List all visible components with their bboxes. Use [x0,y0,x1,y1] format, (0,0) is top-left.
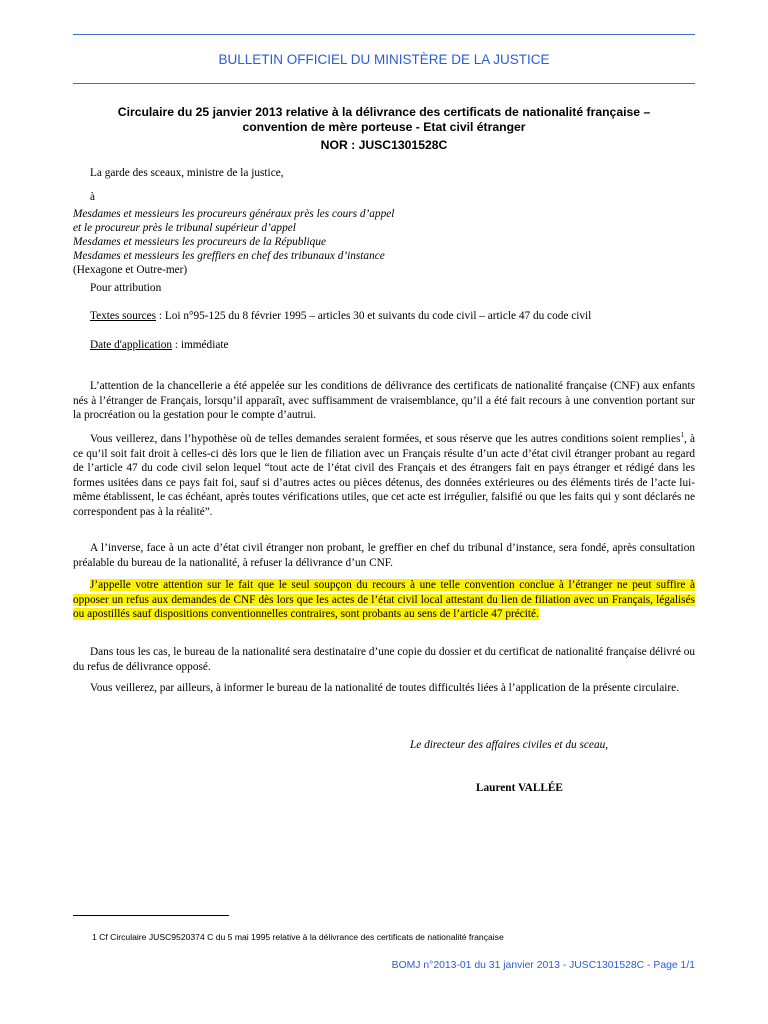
paragraph-1: L’attention de la chancellerie a été appelée sur les conditions de délivrance des certificats de nationalité française (CNF) aux enfants nés à l’étranger de Français, lorsqu’il apparaît, avec suffisamment de vraisemblance, qu’il a été fait recours à une convention portant sur la procréation ou la gestation pour le compte d’autrui. [73,380,695,422]
header-top-rule [73,34,695,35]
recipient-4: Mesdames et messieurs les greffiers en chef des tribunaux d’instance [73,250,385,262]
title-line-1: Circulaire du 25 janvier 2013 relative à la délivrance des certificats de nationalité française – [117,105,651,119]
sources-label: Textes sources [90,310,157,322]
paragraph-2 [73,432,695,520]
paragraph-2-start: Vous veillerez, dans l’hypothèse où de telles demandes seraient formées, et sous réserve que les autres conditions soient remplies [90,433,681,445]
recipient-2: et le procureur près le tribunal supérieur d’appel [73,222,296,234]
footnote: 1 Cf Circulaire JUSC9520374 C du 5 mai 1995 relative à la délivrance des certificats de nationalité française [92,932,504,942]
signatory-role: Le directeur des affaires civiles et du sceau, [410,739,609,751]
to-label: à [90,191,96,203]
header-bottom-rule [73,83,695,84]
sender: La garde des sceaux, ministre de la justice, [90,167,284,179]
recipient-1: Mesdames et messieurs les procureurs généraux près les cours d’appel [73,208,395,220]
date-application [90,338,229,352]
sources-text: : Loi n°95-125 du 8 février 1995 – articles 30 et suivants du code civil – article 47 du code civil [156,310,592,322]
attribution: Pour attribution [90,282,162,294]
date-label: Date d'application [90,339,173,351]
bulletin-title: BULLETIN OFFICIEL DU MINISTÈRE DE LA JUSTICE [218,52,550,67]
title-line-2: convention de mère porteuse - Etat civil étranger [242,119,526,134]
signatory-name: Laurent VALLÉE [476,782,563,794]
footnote-ref: 1 [680,431,684,440]
circular-title [73,105,695,134]
paragraph-6: Vous veillerez, par ailleurs, à informer le bureau de la nationalité de toutes difficultés liées à l’application de la présente circulaire. [90,682,679,694]
recipient-3: Mesdames et messieurs les procureurs de la République [73,236,326,248]
date-text: : immédiate [172,339,229,351]
footnote-rule [73,915,229,916]
textes-sources [90,309,591,323]
nor-reference: NOR : JUSC1301528C [320,138,448,152]
page-footer: BOMJ n°2013-01 du 31 janvier 2013 - JUSC1301528C - Page 1/1 [391,960,695,971]
scope: (Hexagone et Outre-mer) [73,264,188,276]
highlighted-text: J’appelle votre attention sur le fait que le seul soupçon du recours à une telle convention conclue à l’étranger ne peut suffire à opposer un refus aux demandes de CNF dès lors que les actes de l’état civil local attestant du lien de filiation avec un Français, légalisés ou apostillés sauf dispositions conventionnelles contraires, sont probants au sens de l’article 47 précité. [73,579,695,621]
paragraph-3: A l’inverse, face à un acte d’état civil étranger non probant, le greffier en chef du tribunal d’instance, sera fondé, après consultation préalable du bureau de la nationalité, à refuser la délivrance d’un CNF. [73,542,695,569]
paragraph-5: Dans tous les cas, le bureau de la nationalité sera destinataire d’une copie du dossier et du certificat de nationalité française délivré ou du refus de délivrance opposé. [73,646,695,673]
paragraph-4-highlighted [73,578,695,622]
paragraph-2-end: , à ce qu’il soit fait droit à celles-ci dès lors que le lien de filiation avec un Français résulte d’un acte d’état civil étranger probant au regard de l’article 47 du code civil selon lequel “tout acte de l’état civil des Français et des étrangers fait en pays étranger et rédigé dans les formes usitées dans ce pays fait foi, sauf si d’autres actes ou pièces détenus, des données extérieures ou des éléments tirés de l’acte lui-même établissent, le cas échéant, après toutes vérifications utiles, que cet acte est irrégulier, falsifié ou que les faits qui y sont déclarés ne correspondent pas à la réalité”. [73,433,695,518]
